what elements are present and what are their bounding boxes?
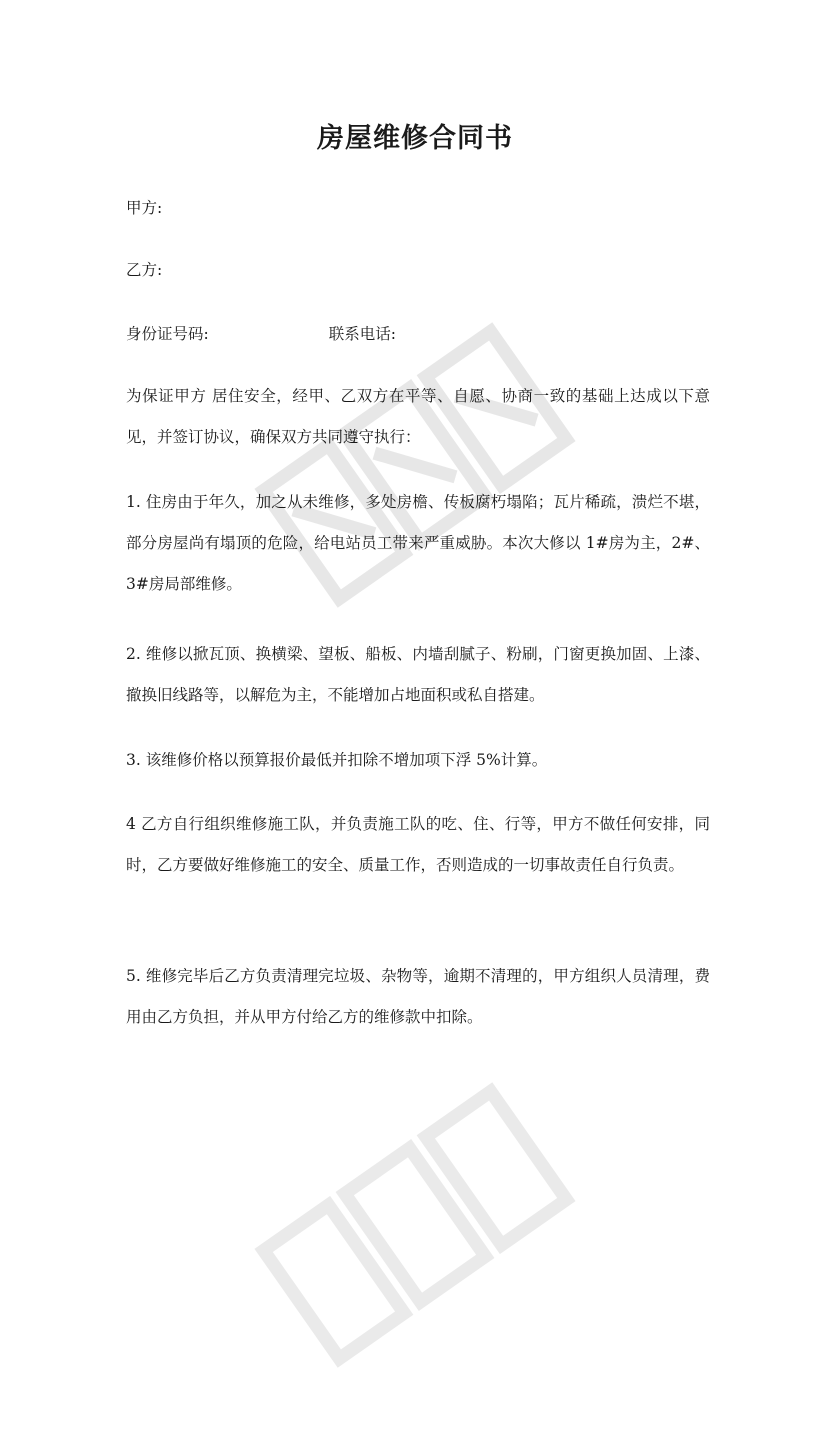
page-title: 房屋维修合同书 [317,123,513,154]
phone-label: 联系电话: [328,325,396,343]
intro-paragraph: 为保证甲方 居住安全，经甲、乙双方在平等、自愿、协商一致的基础上达成以下意见，并签订协议，确保双方共同遵守执行： [126,387,710,446]
clause-1: 1. 住房由于年久，加之从未维修，多处房檐、传板腐朽塌陷；瓦片稀疏，溃烂不堪，部分房屋尚有塌顶的危险，给电站员工带来严重威胁。本次大修以 1#房为主，2#、3#房局部维修。 [126,493,710,593]
clause-2: 2. 维修以掀瓦顶、换横梁、望板、船板、内墙刮腻子、粉刷，门窗更换加固、上漆、撤换旧线路等，以解危为主，不能增加占地面积或私自搭建。 [126,645,710,704]
id-number-label: 身份证号码: [126,325,209,343]
party-b-label: 乙方: [126,261,163,279]
id-phone-row [126,324,716,344]
party-a-label: 甲方: [126,199,163,217]
clause-5: 5. 维修完毕后乙方负责清理完垃圾、杂物等，逾期不清理的，甲方组织人员清理，费用由乙方负担，并从甲方付给乙方的维修款中扣除。 [126,967,710,1026]
watermark-icon [185,235,645,695]
clause-3: 3. 该维修价格以预算报价最低并扣除不增加项下浮 5%计算。 [126,751,548,769]
clause-4: 4 乙方自行组织维修施工队，并负责施工队的吃、住、行等，甲方不做任何安排，同时，乙方要做好维修施工的安全、质量工作，否则造成的一切事故责任自行负责。 [126,815,710,874]
watermark-bottom-icon [185,995,645,1455]
